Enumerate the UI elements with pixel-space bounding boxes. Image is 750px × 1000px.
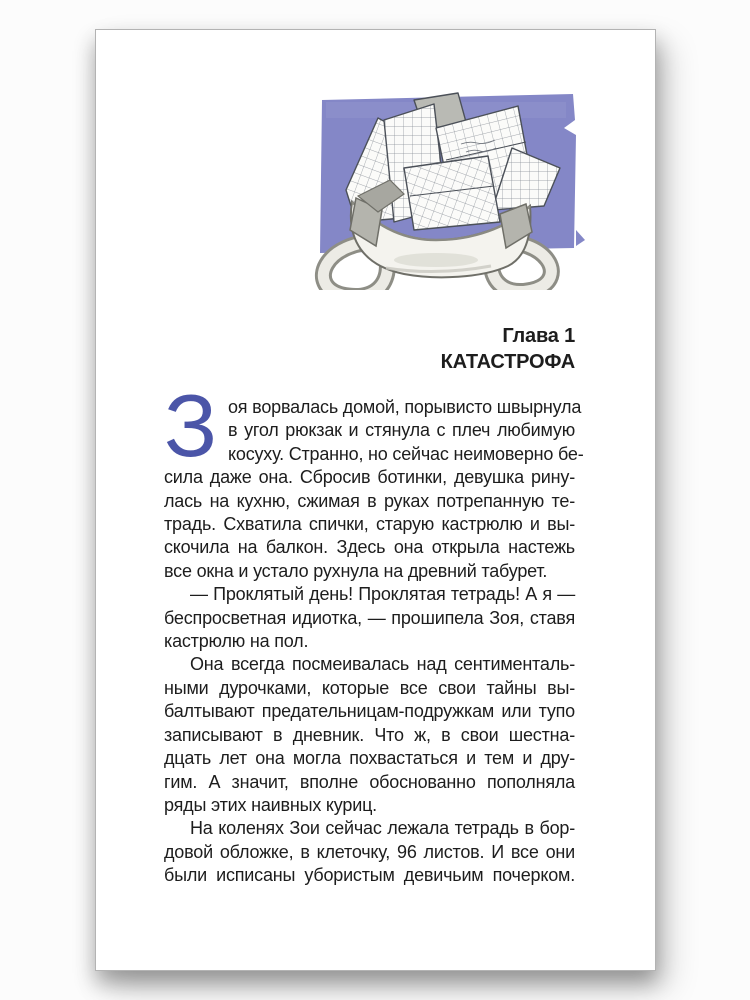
dropcap-letter: З: [164, 376, 218, 475]
text-line: кастрюлю на пол.: [164, 631, 309, 652]
chapter-heading: [164, 323, 575, 375]
text-line: Она всегда посмеивалась над сентименталь-: [190, 654, 575, 675]
chapter-title: КАТАСТРОФА: [440, 351, 575, 373]
text-line: дцать лет она могла похвастаться и тем и дру-: [164, 748, 575, 769]
text-line: балтывают предательницам-подружкам или тупо: [164, 701, 575, 722]
text-line: ными дурочками, которые все свои тайны вы-: [164, 677, 575, 698]
text-line: оя ворвалась домой, порывисто швырнула: [228, 397, 582, 417]
text-line: скочила на балкон. Здесь она открыла настежь: [164, 537, 575, 558]
chapter-illustration: [286, 90, 586, 290]
text-line: беспросветная идиотка, — прошипела Зоя, ставя: [164, 607, 575, 628]
text-line: довой обложке, в клеточку, 96 листов. И все они: [164, 841, 575, 862]
chapter-number: Глава 1: [502, 325, 575, 347]
text-line: ряды этих наивных куриц.: [164, 794, 377, 815]
saucepan-illustration-icon: [286, 90, 586, 290]
book-page: [95, 29, 656, 971]
text-line: в угол рюкзак и стянула с плеч любимую: [228, 420, 575, 441]
text-line: лась на кухню, сжимая в руках потрепанную те-: [164, 490, 575, 511]
text-line: все окна и устало рухнула на древний табурет.: [164, 560, 548, 581]
paragraph-4: [164, 817, 575, 887]
text-line: сила даже она. Сбросив ботинки, девушка рину-: [164, 467, 575, 488]
text-line: На коленях Зои сейчас лежала тетрадь в бор-: [190, 818, 575, 839]
paragraph-2: [164, 583, 575, 653]
text-line: — Проклятый день! Проклятая тетрадь! А я —: [190, 584, 575, 605]
text-line: были исписаны убористым девичьим почерком.: [164, 865, 575, 886]
text-line: традь. Схватила спички, старую кастрюлю и вы-: [164, 514, 575, 535]
text-line: записывают в дневник. Что ж, в свои шестна-: [164, 724, 575, 745]
paragraph-3: [164, 653, 575, 817]
text-line: гим. А значит, вполне обоснованно пополняла: [164, 771, 575, 792]
paragraph-1: [164, 376, 584, 583]
body-text: [164, 376, 584, 888]
text-line: косуху. Странно, но сейчас неимоверно бе-: [228, 443, 584, 464]
